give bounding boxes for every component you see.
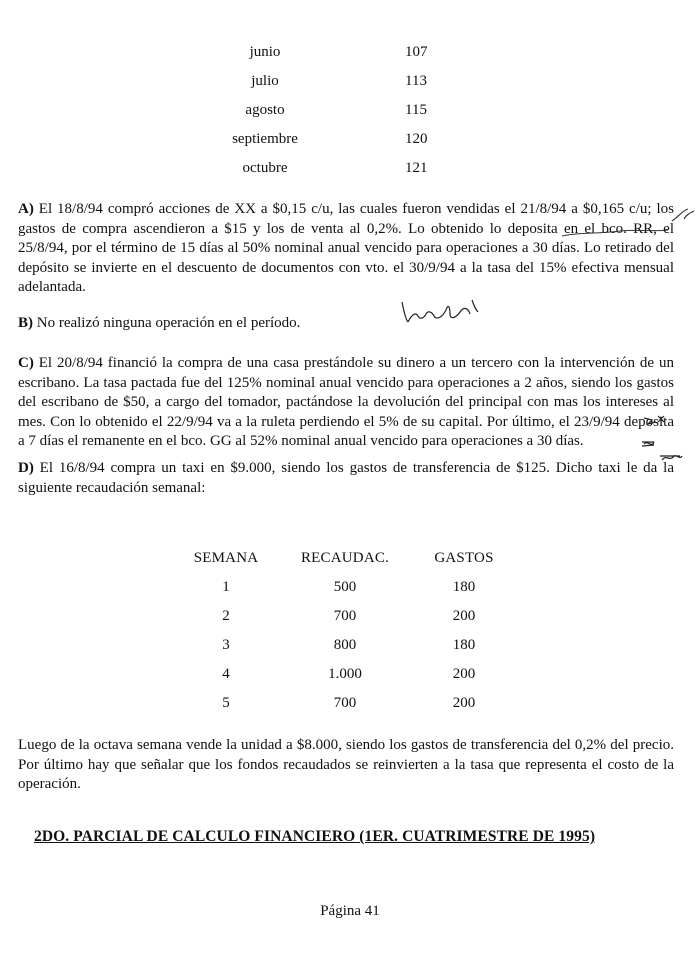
index-month: octubre (242, 160, 288, 176)
cell-gastos: 200 (452, 695, 476, 711)
cell-recaudac: 500 (333, 579, 357, 595)
index-month: julio (251, 73, 279, 89)
paragraph-text: El 16/8/94 compra un taxi en $9.000, siendo los gastos de transferencia de $125. Dicho taxi le da la siguiente recaudación semanal: (18, 460, 674, 496)
paragraph-text: El 18/8/94 compró acciones de XX a $0,15 c/u, las cuales fueron vendidas el 21/8/94 a $0,165 c/u; los gastos de compra ascendieron a $15 y los de venta al 0,2%. Lo obtenido lo deposita en el bco. RR, el 25/8/94, por el término de 15 días al 50% nominal anual vencido para operaciones a 30 días. Lo retirado del depósito se invierte en el descuento de documentos con vto. el 30/9/94 a la tasa del 15% efectiva mensual adelantada. (18, 201, 674, 296)
cell-semana: 5 (222, 695, 230, 711)
index-value: 115 (405, 102, 427, 118)
paragraph-letter: B) (18, 315, 33, 331)
header-gastos: GASTOS (434, 550, 494, 566)
page-number: Página 41 (320, 903, 380, 919)
index-month: septiembre (232, 131, 298, 147)
cell-recaudac: 800 (333, 637, 357, 653)
index-row (215, 131, 455, 160)
cell-semana: 1 (222, 579, 230, 595)
index-row (215, 73, 455, 102)
paragraph-letter: C) (18, 355, 34, 371)
cell-recaudac: 700 (333, 695, 357, 711)
weekly-table-header (175, 550, 515, 579)
index-value: 121 (405, 160, 428, 176)
paragraph-letter: A) (18, 201, 34, 217)
index-month: agosto (245, 102, 285, 118)
cell-gastos: 200 (452, 666, 476, 682)
paragraph-text: No realizó ninguna operación en el período. (36, 315, 301, 331)
index-row (215, 44, 455, 73)
paragraph-d (18, 459, 674, 498)
cell-semana: 3 (222, 637, 230, 653)
paragraph-text: El 20/8/94 financió la compra de una casa prestándole su dinero a un tercero con la intervención de un escribano. La tasa pactada fue del 125% nominal anual vencido para operaciones a 2 años, siendo los gastos del escribano de $50, a cargo del tomador, pactándose la devolución del principal con mas los intereses al mes. Con lo obtenido el 22/9/94 va a la ruleta perdiendo el 5% de su capital. Por último, el 23/9/94 deposita a 7 días el remanente en el bco. GG al 52% nominal anual vencido para operaciones a 30 días. (18, 355, 674, 450)
cell-semana: 2 (222, 608, 230, 624)
table-row (175, 579, 515, 608)
paragraph-letter: D) (18, 460, 34, 476)
index-value: 113 (405, 73, 427, 89)
table-row (175, 695, 515, 724)
cell-semana: 4 (222, 666, 230, 682)
paragraph-c (18, 354, 674, 452)
index-row (215, 160, 455, 189)
cell-recaudac: 1.000 (328, 666, 362, 682)
exam-title: 2DO. PARCIAL DE CALCULO FINANCIERO (1ER. CUATRIMESTRE DE 1995) (34, 828, 596, 845)
table-row (175, 608, 515, 637)
header-semana: SEMANA (193, 550, 259, 566)
header-recaudac: RECAUDAC. (300, 550, 390, 566)
table-row (175, 637, 515, 666)
index-value: 120 (405, 131, 428, 147)
table-row (175, 666, 515, 695)
paragraph-text: Luego de la octava semana vende la unidad a $8.000, siendo los gastos de transferencia del 0,2% del precio. Por último hay que señalar que los fondos recaudados se reinvierten a la tasa que representa el costo de la operación. (18, 737, 674, 793)
index-month: junio (249, 44, 281, 60)
index-value: 107 (405, 44, 428, 60)
cell-gastos: 180 (452, 579, 476, 595)
paragraph-closing (18, 736, 674, 795)
cell-recaudac: 700 (333, 608, 357, 624)
index-table (215, 44, 455, 189)
weekly-table (175, 550, 515, 724)
cell-gastos: 200 (452, 608, 476, 624)
cell-gastos: 180 (452, 637, 476, 653)
paragraph-a (18, 200, 674, 298)
index-row (215, 102, 455, 131)
paragraph-b (18, 314, 674, 334)
